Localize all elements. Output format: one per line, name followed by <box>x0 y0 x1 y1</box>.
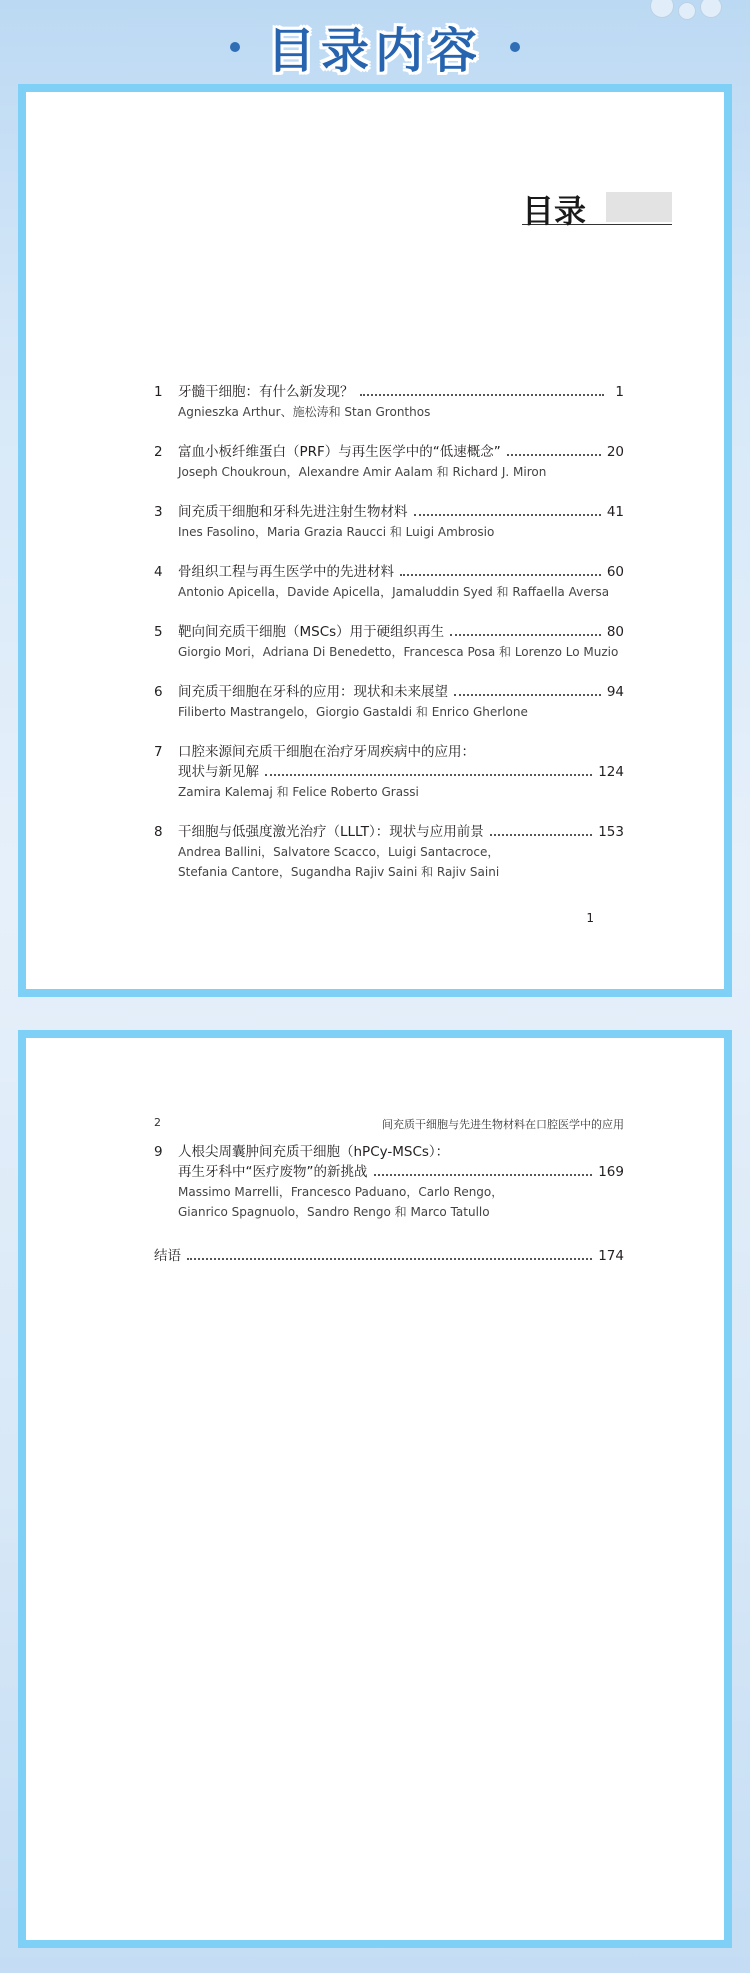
entry-number: 4 <box>154 564 163 580</box>
entry-authors: Joseph Choukroun，Alexandre Amir Aalam 和 Richard J. Miron <box>178 465 547 479</box>
bullet-dot-right <box>510 42 520 52</box>
entry-page: 80 <box>606 624 624 640</box>
dot-leader <box>414 514 601 516</box>
entry-page: 153 <box>598 824 624 840</box>
entry-page: 1 <box>615 384 624 400</box>
entry-page: 124 <box>598 764 624 780</box>
toc-list <box>154 382 624 902</box>
toc-entry <box>154 502 624 542</box>
dot-leader <box>360 394 605 396</box>
toc-entry <box>154 622 624 662</box>
entry-title: 结语 <box>154 1248 181 1264</box>
toc-entry-conclusion <box>154 1246 624 1266</box>
entry-title: 骨组织工程与再生医学中的先进材料 <box>178 564 394 580</box>
entry-title: 牙髓干细胞：有什么新发现？ <box>178 384 354 400</box>
toc-entry <box>154 1142 624 1222</box>
entry-title: 间充质干细胞在牙科的应用：现状和未来展望 <box>178 684 448 700</box>
book-page-2 <box>18 1030 732 1948</box>
toc-heading <box>522 192 672 230</box>
running-header <box>154 1116 624 1132</box>
toc-entry <box>154 442 624 482</box>
entry-title: 现状与新见解 <box>178 764 259 780</box>
entry-title: 间充质干细胞和牙科先进注射生物材料 <box>178 504 408 520</box>
dot-leader <box>400 574 601 576</box>
entry-title: 富血小板纤维蛋白（PRF）与再生医学中的“低速概念” <box>178 444 501 460</box>
toc-entry <box>154 682 624 722</box>
toc-entry <box>154 382 624 422</box>
dot-leader <box>490 834 593 836</box>
toc-entry <box>154 742 624 802</box>
dot-leader <box>507 454 601 456</box>
dot-leader <box>450 634 601 636</box>
entry-title-line1: 口腔来源间充质干细胞在治疗牙周疾病中的应用： <box>178 744 475 760</box>
entry-title-line1: 人根尖周囊肿间充质干细胞（hPCy-MSCs）： <box>178 1144 450 1160</box>
entry-number: 3 <box>154 504 163 520</box>
toc-entry <box>154 562 624 602</box>
page-number: 1 <box>586 911 594 925</box>
banner-header <box>0 12 750 82</box>
entry-authors: Antonio Apicella，Davide Apicella，Jamaluddin Syed 和 Raffaella Aversa <box>178 585 610 599</box>
entry-number: 8 <box>154 824 163 840</box>
banner-title: 目录内容 <box>266 23 483 79</box>
book-page-1 <box>18 84 732 997</box>
entry-page: 20 <box>606 444 624 460</box>
entry-page: 174 <box>598 1248 624 1264</box>
heading-grey-block <box>606 192 672 222</box>
toc-heading-text: 目录 <box>522 192 587 230</box>
entry-authors: Ines Fasolino，Maria Grazia Raucci 和 Luigi Ambrosio <box>178 525 495 539</box>
entry-page: 60 <box>606 564 624 580</box>
entry-number: 5 <box>154 624 163 640</box>
entry-authors: Filiberto Mastrangelo，Giorgio Gastaldi 和 Enrico Gherlone <box>178 705 528 719</box>
entry-number: 9 <box>154 1144 163 1160</box>
toc-entry <box>154 822 624 882</box>
entry-authors: Agnieszka Arthur、施松涛和 Stan Gronthos <box>178 405 431 419</box>
running-title: 间充质干细胞与先进生物材料在口腔医学中的应用 <box>382 1118 624 1131</box>
entry-number: 2 <box>154 444 163 460</box>
entry-page: 169 <box>598 1164 624 1180</box>
entry-authors: Zamira Kalemaj 和 Felice Roberto Grassi <box>178 785 419 799</box>
entry-title: 再生牙科中“医疗废物”的新挑战 <box>178 1164 368 1180</box>
entry-title: 干细胞与低强度激光治疗（LLLT）：现状与应用前景 <box>178 824 484 840</box>
entry-authors: Giorgio Mori，Adriana Di Benedetto，Francesca Posa 和 Lorenzo Lo Muzio <box>178 645 619 659</box>
dot-leader <box>454 694 601 696</box>
toc-list <box>154 1142 624 1286</box>
entry-authors: Gianrico Spagnuolo，Sandro Rengo 和 Marco Tatullo <box>178 1205 490 1219</box>
entry-authors: Stefania Cantore，Sugandha Rajiv Saini 和 Rajiv Saini <box>178 865 500 879</box>
dot-leader <box>374 1174 593 1176</box>
dot-leader <box>187 1258 592 1260</box>
entry-authors: Massimo Marrelli，Francesco Paduano，Carlo Rengo， <box>178 1185 504 1199</box>
page-number: 2 <box>154 1116 161 1129</box>
entry-page: 41 <box>606 504 624 520</box>
entry-authors: Andrea Ballini，Salvatore Scacco，Luigi Santacroce， <box>178 845 500 859</box>
entry-title: 靶向间充质干细胞（MSCs）用于硬组织再生 <box>178 624 445 640</box>
entry-number: 7 <box>154 744 163 760</box>
entry-number: 1 <box>154 384 163 400</box>
bullet-dot-left <box>230 42 240 52</box>
entry-page: 94 <box>606 684 624 700</box>
entry-number: 6 <box>154 684 163 700</box>
dot-leader <box>265 774 592 776</box>
